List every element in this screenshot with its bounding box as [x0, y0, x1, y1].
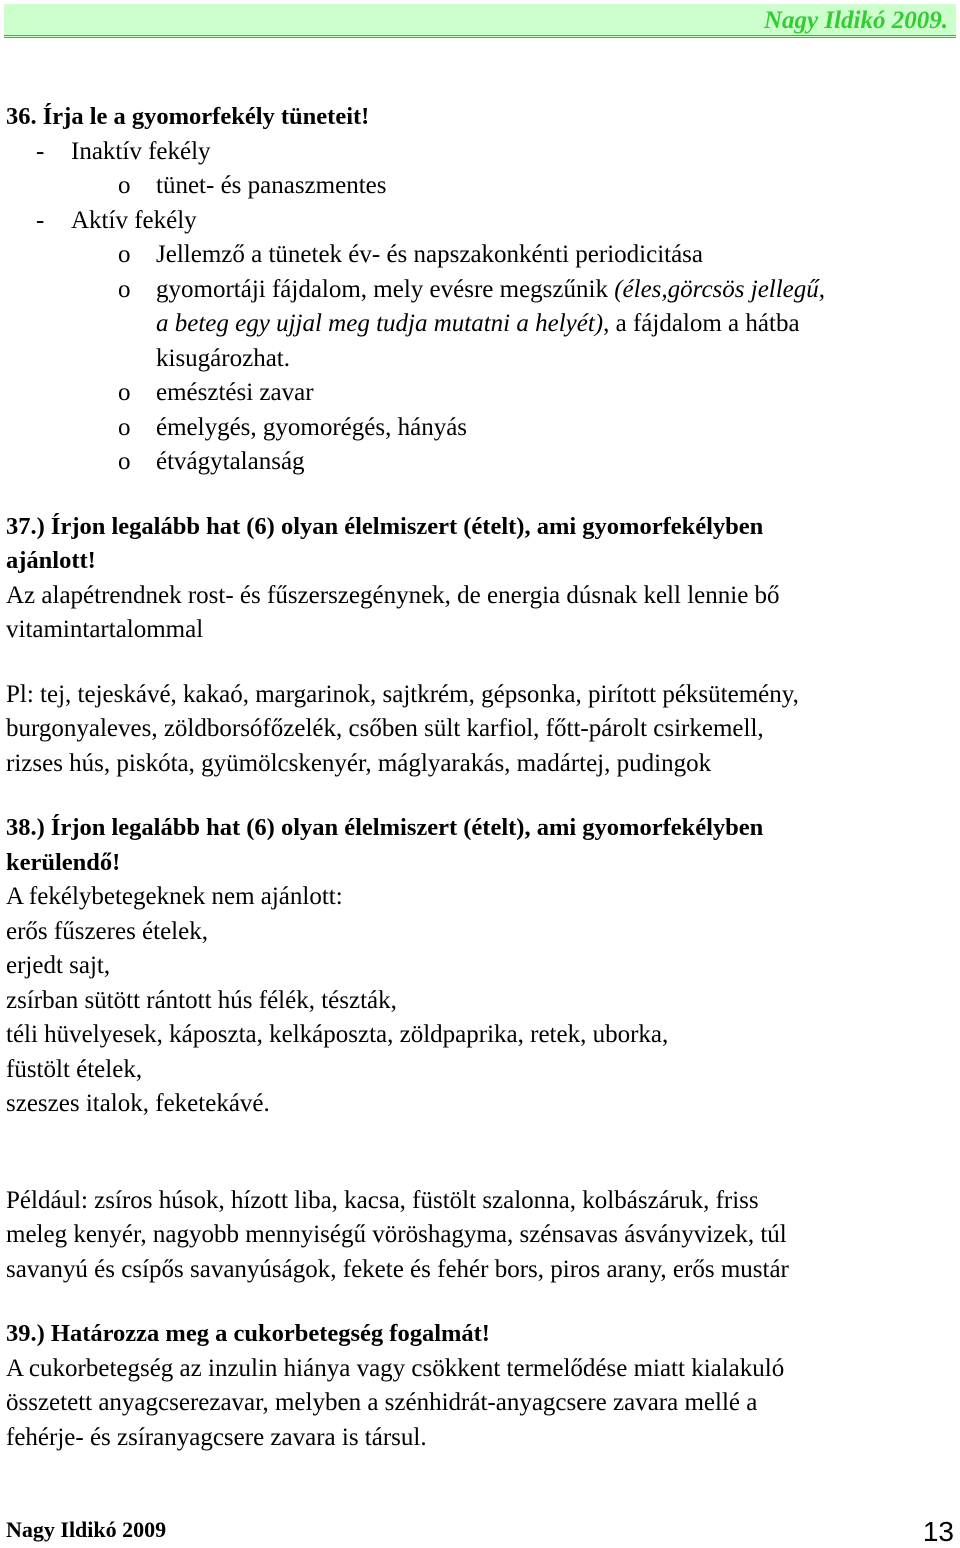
- paragraph-line: szeszes italok, feketekávé.: [6, 1090, 270, 1117]
- paragraph-line: A fekélybetegeknek nem ajánlott:: [6, 883, 343, 910]
- spacer: [6, 648, 950, 678]
- bullet-marker: o: [118, 379, 131, 406]
- paragraph-line: téli hüvelyesek, káposzta, kelkáposzta, zöldpaprika, retek, uborka,: [6, 1021, 669, 1048]
- paragraph-line: Például: zsíros húsok, hízott liba, kacsa, füstölt szalonna, kolbászáruk, friss: [6, 1186, 759, 1214]
- bullet-marker: o: [118, 275, 131, 303]
- paragraph-line: meleg kenyér, nagyobb mennyiségű vöröshagyma, szénsavas ásványvizek, túl: [6, 1221, 787, 1248]
- question-37-title: 37.) Írjon legalább hat (6) olyan élelmiszert (ételt), ami gyomorfekélyben: [6, 512, 764, 540]
- paragraph-line: burgonyaleves, zöldborsófőzelék, csőben sült karfiol, főtt-párolt csirkemell,: [6, 715, 764, 742]
- spacer: [6, 1287, 950, 1317]
- bullet-marker: o: [118, 413, 131, 441]
- paragraph-line: Pl: tej, tejeskávé, kakaó, margarinok, sajtkrém, gépsonka, pirított péksütemény,: [6, 680, 799, 708]
- paragraph-line: rizses hús, piskóta, gyümölcskenyér, máglyarakás, madártej, pudingok: [6, 749, 712, 777]
- header-title: Nagy Ildikó 2009.: [763, 7, 948, 34]
- dash-marker: -: [36, 137, 45, 165]
- sub-item-italic: (éles,görcsös jellegű,: [614, 275, 826, 303]
- spacer: [6, 781, 950, 811]
- sub-item: [6, 376, 950, 411]
- list-item-active: [6, 204, 950, 239]
- sub-item-italic: a beteg egy ujjal meg tudja mutatni a helyét): [156, 310, 604, 337]
- sub-item-text: émelygés, gyomorégés, hányás: [156, 413, 468, 441]
- question-38-title: 38.) Írjon legalább hat (6) olyan élelmiszert (ételt), ami gyomorfekélyben: [6, 814, 764, 841]
- paragraph-line: savanyú és csípős savanyúságok, fekete és fehér bors, piros arany, erős mustár: [6, 1255, 789, 1283]
- paragraph-line: összetett anyagcserezavar, melyben a szénhidrát-anyagcsere zavara mellé a: [6, 1389, 758, 1416]
- page-header-band: [4, 4, 956, 38]
- spacer: [6, 1122, 950, 1184]
- sub-item: [6, 169, 950, 204]
- spacer: [6, 480, 950, 510]
- sub-item-text: emésztési zavar: [156, 379, 314, 406]
- question-38-title-cont: kerülendő!: [6, 848, 121, 876]
- sub-item-continuation: kisugározhat.: [156, 344, 290, 372]
- sub-item-text: gyomortáji fájdalom, mely evésre megszűnik: [156, 275, 615, 303]
- active-label: Aktív fekély: [71, 206, 197, 234]
- sub-item-text: , a fájdalom a hátba: [603, 310, 800, 337]
- paragraph-line: füstölt ételek,: [6, 1055, 143, 1083]
- sub-item: [6, 273, 950, 308]
- bullet-marker: o: [118, 448, 131, 475]
- document-body: [6, 100, 950, 1455]
- sub-item: [6, 445, 950, 480]
- paragraph-line: A cukorbetegség az inzulin hiánya vagy csökkent termelődése miatt kialakuló: [6, 1354, 785, 1382]
- sub-item: [6, 411, 950, 446]
- bullet-marker: o: [118, 241, 131, 268]
- paragraph-line: erős fűszeres ételek,: [6, 917, 208, 945]
- question-37-title-cont: ajánlott!: [6, 547, 96, 574]
- dash-marker: -: [36, 206, 45, 234]
- inactive-label: Inaktív fekély: [71, 137, 211, 165]
- footer-author: Nagy Ildikó 2009: [6, 1517, 167, 1542]
- question-39-title: 39.) Határozza meg a cukorbetegség fogalmát!: [6, 1320, 490, 1347]
- sub-item-continuation: [6, 307, 950, 342]
- paragraph-line: fehérje- és zsíranyagcsere zavara is társul.: [6, 1423, 427, 1451]
- sub-item-text: Jellemző a tünetek év- és napszakonkénti periodicitása: [156, 241, 704, 268]
- paragraph-line: Az alapétrendnek rost- és fűszerszegénynek, de energia dúsnak kell lennie bő: [6, 581, 780, 609]
- sub-item-text: étvágytalanság: [156, 448, 305, 475]
- sub-item: [6, 238, 950, 273]
- paragraph-line: erjedt sajt,: [6, 952, 111, 979]
- question-36-title: 36. Írja le a gyomorfekély tüneteit!: [6, 103, 370, 130]
- paragraph-line: vitamintartalommal: [6, 616, 204, 643]
- list-item-inactive: [6, 135, 950, 170]
- sub-item-text: tünet- és panaszmentes: [156, 172, 387, 199]
- paragraph-line: zsírban sütött rántott hús félék, tészták,: [6, 986, 397, 1014]
- page-number: 13: [922, 1516, 954, 1547]
- bullet-marker: o: [118, 172, 131, 199]
